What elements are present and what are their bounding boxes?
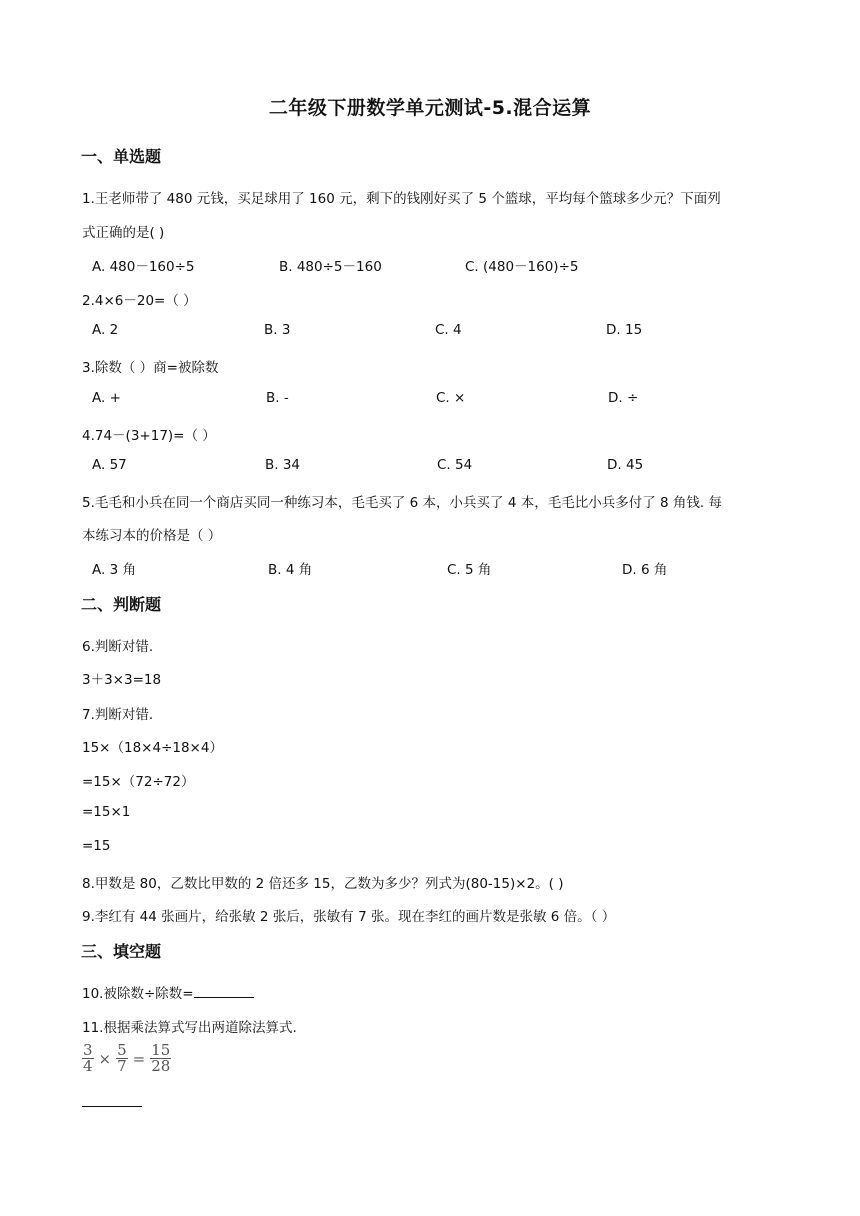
question-1-option-c[interactable]: C. (480－160)÷5 [465, 259, 579, 275]
question-2-text: 2.4×6－20=（ ） [82, 293, 197, 309]
equals-sign: = [132, 1049, 146, 1068]
question-3-option-c[interactable]: C. × [436, 390, 466, 406]
fraction-a [82, 1043, 94, 1074]
question-10-answer-blank[interactable] [194, 985, 254, 998]
question-7-text-line-1: 7.判断对错. [82, 707, 154, 723]
question-10-text: 10.被除数÷除数= [82, 986, 194, 1002]
question-4-option-d[interactable]: D. 45 [607, 457, 644, 473]
question-1-text-line-1: 1.王老师带了 480 元钱，买足球用了 160 元，剩下的钱刚好买了 5 个篮球，平均每个篮球多少元？下面列 [82, 191, 721, 207]
question-3-text: 3.除数（ ）商=被除数 [82, 360, 219, 376]
question-4-option-a[interactable]: A. 57 [92, 457, 127, 473]
question-4-text: 4.74－(3+17)=（ ） [82, 428, 216, 444]
fraction-a-denominator: 4 [83, 1057, 93, 1075]
fraction-b-numerator: 5 [117, 1041, 127, 1059]
question-3-option-b[interactable]: B. - [266, 390, 289, 406]
question-8-text: 8.甲数是 80，乙数比甲数的 2 倍还多 15，乙数为多少？列式为(80-15)×2。( ) [82, 876, 564, 892]
question-1-option-a[interactable]: A. 480－160÷5 [92, 259, 195, 275]
question-2-option-c[interactable]: C. 4 [435, 322, 462, 338]
question-4-option-c[interactable]: C. 54 [437, 457, 473, 473]
question-2-option-b[interactable]: B. 3 [264, 322, 291, 338]
question-3-option-d[interactable]: D. ÷ [608, 390, 639, 406]
section-heading-true-false: 二、判断题 [81, 595, 162, 614]
question-6-text-line-2: 3＋3×3=18 [82, 672, 162, 688]
question-5-option-d[interactable]: D. 6 角 [622, 562, 668, 578]
fraction-b [116, 1043, 128, 1074]
question-10-line [82, 982, 254, 1002]
fraction-c [150, 1043, 171, 1074]
question-6-text-line-1: 6.判断对错. [82, 639, 154, 655]
fraction-c-denominator: 28 [151, 1057, 171, 1075]
question-5-text-line-2: 本练习本的价格是（ ） [82, 528, 222, 544]
question-7-text-line-5: =15 [82, 838, 111, 854]
question-11-equation [82, 1043, 171, 1074]
page-title: 二年级下册数学单元测试-5.混合运算 [268, 97, 592, 119]
question-2-option-d[interactable]: D. 15 [606, 322, 643, 338]
question-1-option-b[interactable]: B. 480÷5－160 [279, 259, 382, 275]
question-5-option-b[interactable]: B. 4 角 [268, 562, 313, 578]
question-1-text-line-2: 式正确的是( ) [82, 225, 165, 241]
fraction-b-denominator: 7 [117, 1057, 127, 1075]
question-3-option-a[interactable]: A. + [92, 390, 121, 406]
question-5-option-c[interactable]: C. 5 角 [447, 562, 492, 578]
question-5-option-a[interactable]: A. 3 角 [92, 562, 136, 578]
question-2-option-a[interactable]: A. 2 [92, 322, 119, 338]
question-4-option-b[interactable]: B. 34 [265, 457, 301, 473]
fraction-c-numerator: 15 [151, 1041, 171, 1059]
fraction-a-numerator: 3 [83, 1041, 93, 1059]
section-heading-single-choice: 一、单选题 [81, 147, 162, 166]
multiply-sign: × [98, 1049, 112, 1068]
question-11-answer-blank[interactable] [82, 1106, 142, 1107]
question-5-text-line-1: 5.毛毛和小兵在同一个商店买同一种练习本，毛毛买了 6 本，小兵买了 4 本，毛毛比小兵多付了 8 角钱. 每 [82, 495, 722, 511]
question-11-text: 11.根据乘法算式写出两道除法算式. [82, 1020, 297, 1036]
question-7-text-line-3: =15×（72÷72） [82, 774, 195, 790]
question-7-text-line-2: 15×（18×4÷18×4） [82, 740, 223, 756]
question-7-text-line-4: =15×1 [82, 804, 131, 820]
section-heading-fill-in: 三、填空题 [81, 942, 162, 961]
question-9-text: 9.李红有 44 张画片，给张敏 2 张后，张敏有 7 张。现在李红的画片数是张敏 6 倍。（ ） [82, 909, 616, 925]
